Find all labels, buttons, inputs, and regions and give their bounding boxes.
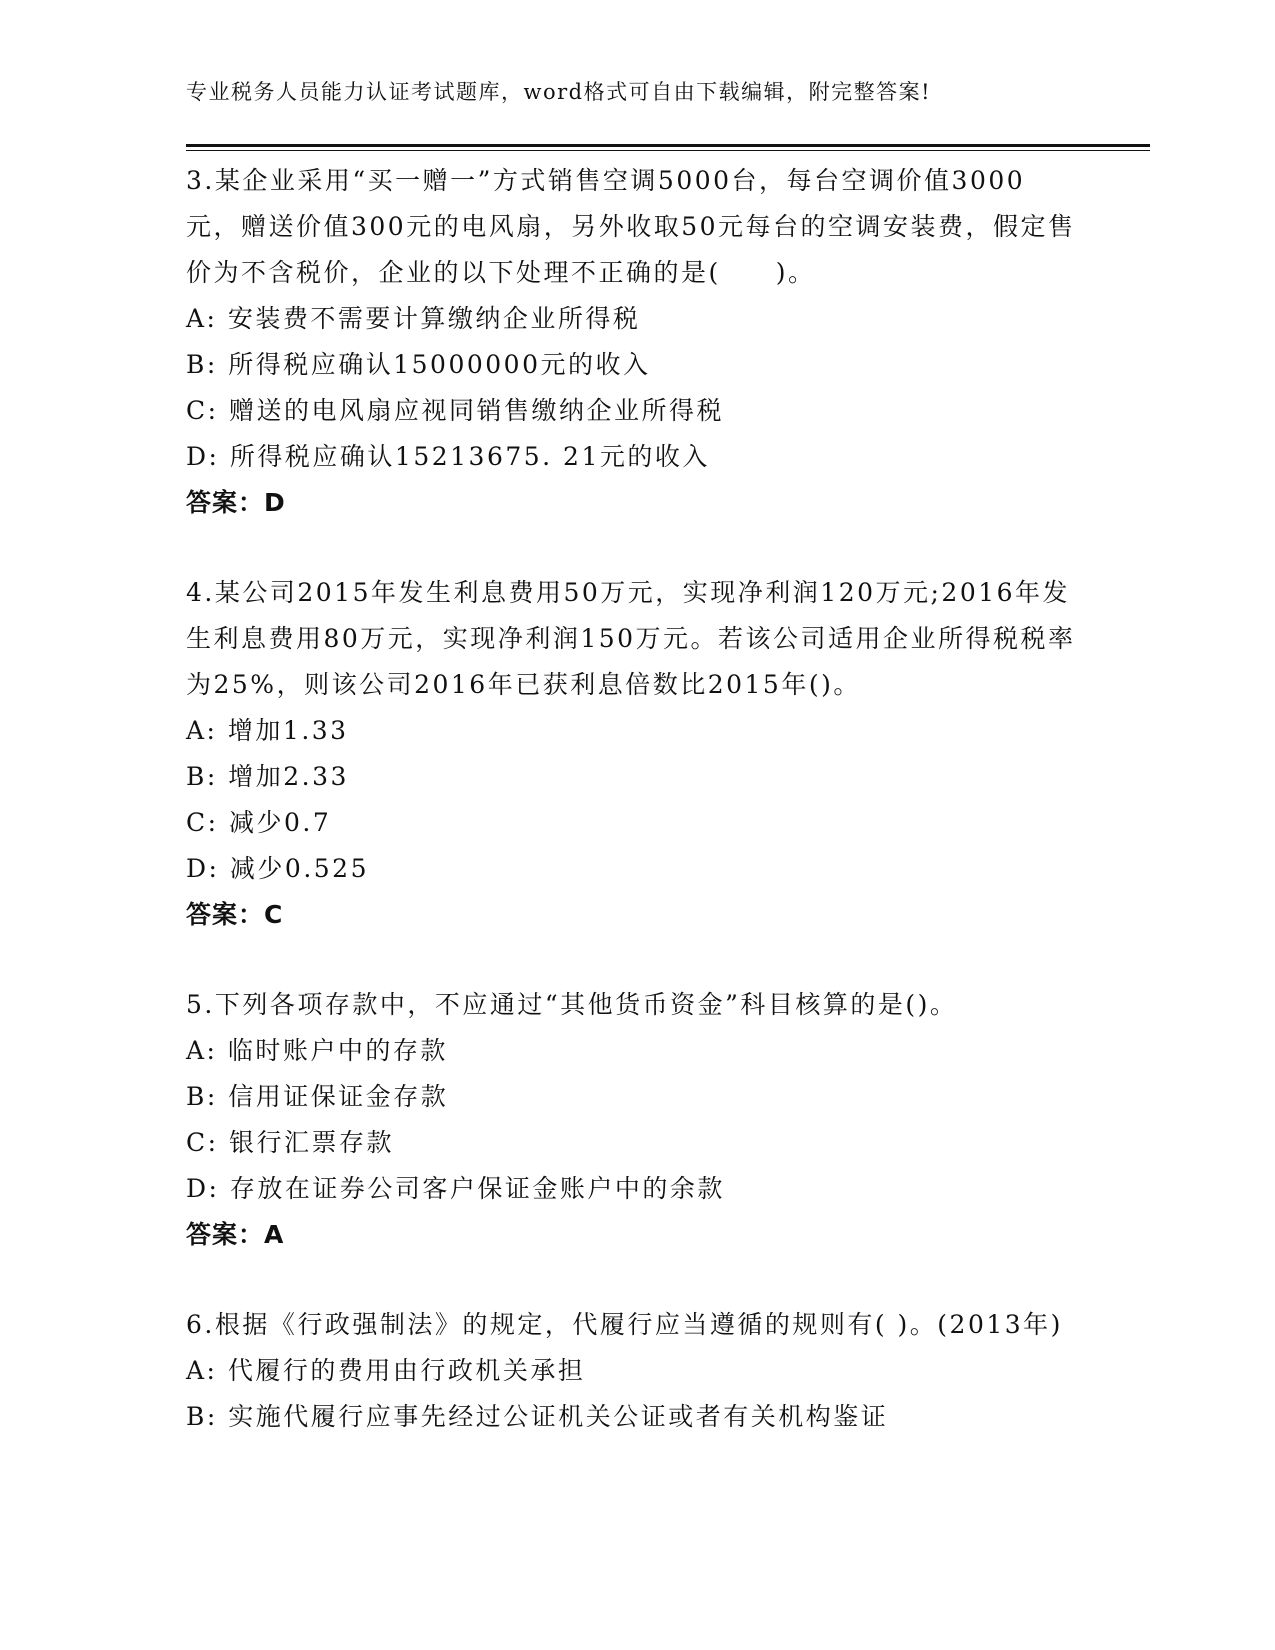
option-d: D: 所得税应确认15213675. 21元的收入 [186,442,710,471]
spacer [186,1258,1076,1302]
option-c: C: 减少0.7 [186,808,332,837]
option-b: B: 所得税应确认15000000元的收入 [186,350,651,379]
option-c: C: 赠送的电风扇应视同销售缴纳企业所得税 [186,396,724,425]
header-rule-thin [186,150,1150,151]
option-b: B: 信用证保证金存款 [186,1082,449,1111]
page-header: 专业税务人员能力认证考试题库，word格式可自由下载编辑，附完整答案! [186,80,932,104]
option-c: C: 银行汇票存款 [186,1128,394,1157]
option-a: A: 增加1.33 [186,716,349,745]
option-a: A: 代履行的费用由行政机关承担 [186,1356,586,1385]
question-4 [186,570,1076,938]
option-b: B: 实施代履行应事先经过公证机关公证或者有关机构鉴证 [186,1402,889,1431]
answer: 答案：D [186,488,286,517]
option-d: D: 减少0.525 [186,854,369,883]
answer: 答案：A [186,1220,285,1249]
option-a: A: 安装费不需要计算缴纳企业所得税 [186,304,641,333]
spacer [186,526,1076,570]
question-6 [186,1302,1076,1440]
question-stem: 3.某企业采用“买一赠一”方式销售空调5000台，每台空调价值3000元，赠送价值300元的电风扇，另外收取50元每台的空调安装费，假定售价为不含税价，企业的以下处理不正确的是( )。 [186,166,1076,287]
option-d: D: 存放在证券公司客户保证金账户中的余款 [186,1174,725,1203]
question-stem: 5.下列各项存款中，不应通过“其他货币资金”科目核算的是()。 [186,990,958,1019]
question-5 [186,982,1076,1258]
option-a: A: 临时账户中的存款 [186,1036,448,1065]
question-3 [186,158,1076,526]
header-rule [186,144,1150,147]
option-b: B: 增加2.33 [186,762,349,791]
spacer [186,938,1076,982]
question-stem: 6.根据《行政强制法》的规定，代履行应当遵循的规则有( )。(2013年) [186,1310,1063,1339]
question-stem: 4.某公司2015年发生利息费用50万元，实现净利润120万元;2016年发生利息费用80万元，实现净利润150万元。若该公司适用企业所得税税率为25%，则该公司2016年已获利息倍数比2015年()。 [186,578,1076,699]
answer: 答案：C [186,900,284,929]
question-list [186,158,1076,1440]
